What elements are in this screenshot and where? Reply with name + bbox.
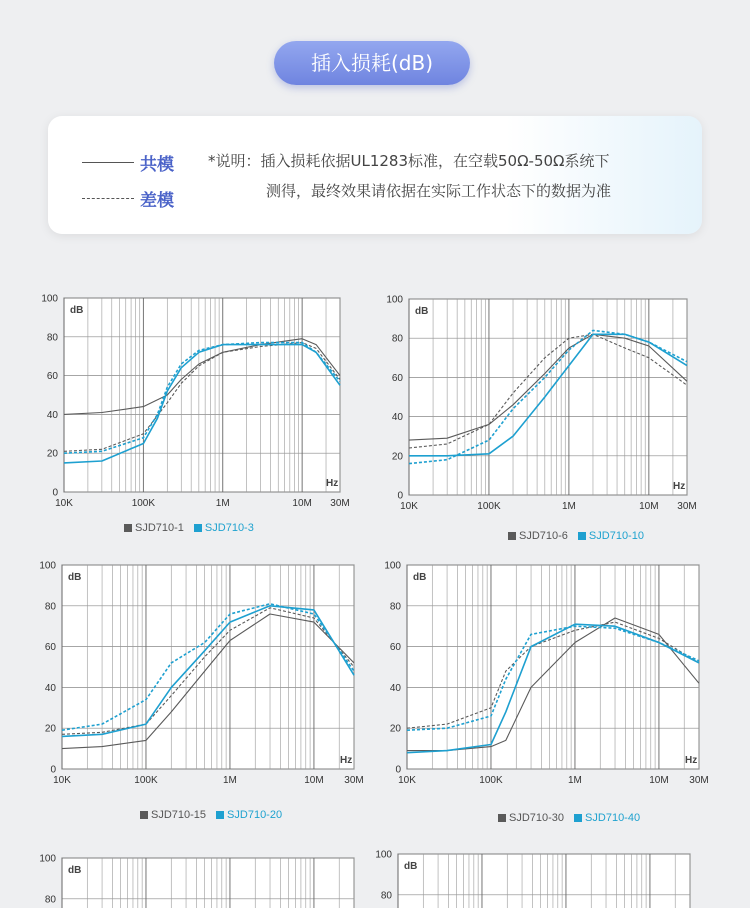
- y-tick-label: 0: [395, 764, 401, 776]
- y-tick-label: 100: [39, 853, 56, 865]
- legend-differential: [82, 186, 174, 211]
- y-tick-label: 40: [44, 682, 56, 694]
- y-tick-label: 100: [39, 560, 56, 572]
- y-tick-label: 80: [389, 601, 401, 613]
- chart-panel-1: [30, 290, 350, 515]
- x-tick-label: 10K: [53, 775, 71, 786]
- x-unit-label: Hz: [340, 755, 353, 766]
- note-card: [48, 116, 702, 234]
- x-tick-label: 10K: [55, 498, 73, 509]
- chart-panel-2: [375, 290, 705, 515]
- y-tick-label: 40: [391, 412, 403, 424]
- x-tick-label: 10K: [398, 775, 416, 786]
- y-tick-label: 60: [389, 642, 401, 654]
- legend-swatch: [498, 814, 506, 822]
- x-tick-label: 10K: [400, 501, 418, 512]
- y-tick-label: 100: [386, 294, 403, 306]
- y-tick-label: 0: [397, 490, 403, 502]
- chart-panel-5: [30, 848, 360, 908]
- y-tick-label: 60: [46, 371, 58, 383]
- y-tick-label: 0: [50, 764, 56, 776]
- legend-label: SJD710-3: [204, 522, 254, 534]
- x-tick-label: 1M: [568, 775, 582, 786]
- y-tick-label: 80: [44, 601, 56, 613]
- y-tick-label: 40: [46, 409, 58, 421]
- y-unit-label: dB: [68, 572, 82, 583]
- legend-swatch: [194, 524, 202, 532]
- legend-label: SJD710-40: [585, 812, 641, 824]
- page-title: 插入损耗(dB): [274, 41, 470, 85]
- legend-swatch: [216, 811, 224, 819]
- y-tick-label: 60: [44, 642, 56, 654]
- legend-swatch: [508, 532, 516, 540]
- legend-label: SJD710-1: [135, 522, 184, 534]
- legend-label: SJD710-20: [227, 809, 283, 821]
- x-tick-label: 1M: [215, 498, 230, 509]
- x-unit-label: Hz: [673, 481, 686, 492]
- legend-diff-label: 差模: [140, 191, 174, 211]
- note-text: [208, 146, 688, 206]
- legend-label: SJD710-10: [588, 530, 644, 542]
- x-tick-label: 100K: [131, 498, 156, 509]
- dashed-line-icon: [82, 198, 134, 199]
- legend-common-label: 共模: [140, 155, 174, 175]
- legend-common: [82, 150, 174, 175]
- note-line-2: 测得，最终效果请依据在实际工作状态下的数据为准: [266, 182, 612, 200]
- y-tick-label: 80: [44, 894, 56, 906]
- y-unit-label: dB: [68, 865, 82, 876]
- x-tick-label: 10M: [639, 501, 659, 512]
- x-tick-label: 10M: [304, 775, 324, 786]
- y-unit-label: dB: [415, 306, 429, 317]
- y-tick-label: 100: [375, 849, 392, 861]
- chart-panel-3: [30, 557, 364, 789]
- chart-legend-3: [140, 809, 282, 821]
- x-tick-label: 1M: [223, 775, 237, 786]
- legend-swatch: [140, 811, 148, 819]
- y-tick-label: 100: [384, 560, 401, 572]
- x-tick-label: 30M: [344, 775, 364, 786]
- y-tick-label: 0: [52, 487, 58, 499]
- x-tick-label: 100K: [134, 775, 158, 786]
- y-tick-label: 20: [46, 448, 58, 460]
- y-tick-label: 40: [389, 682, 401, 694]
- x-tick-label: 30M: [689, 775, 709, 786]
- x-tick-label: 30M: [677, 501, 697, 512]
- y-tick-label: 80: [391, 333, 403, 345]
- y-unit-label: dB: [413, 572, 427, 583]
- legend-label: SJD710-15: [151, 809, 207, 821]
- y-tick-label: 20: [391, 451, 403, 463]
- y-unit-label: dB: [70, 305, 84, 316]
- x-tick-label: 10M: [649, 775, 669, 786]
- x-tick-label: 100K: [479, 775, 503, 786]
- chart-legend-4: [498, 812, 640, 824]
- x-tick-label: 1M: [561, 501, 576, 512]
- legend-swatch: [124, 524, 132, 532]
- legend-swatch: [574, 814, 582, 822]
- x-unit-label: Hz: [326, 478, 339, 489]
- chart-legend-2: [508, 530, 644, 542]
- solid-line-icon: [82, 162, 134, 163]
- note-line-1: *说明：插入损耗依据UL1283标准，在空载50Ω-50Ω系统下: [208, 152, 610, 170]
- x-unit-label: Hz: [685, 755, 698, 766]
- legend-label: SJD710-6: [519, 530, 568, 542]
- y-tick-label: 100: [41, 293, 58, 305]
- chart-panel-4: [375, 557, 709, 789]
- y-tick-label: 20: [389, 723, 401, 735]
- y-tick-label: 60: [391, 372, 403, 384]
- y-tick-label: 80: [380, 890, 392, 902]
- x-tick-label: 30M: [330, 498, 350, 509]
- chart-panel-6: [368, 848, 708, 908]
- legend-label: SJD710-30: [509, 812, 565, 824]
- legend-swatch: [578, 532, 586, 540]
- x-tick-label: 100K: [477, 501, 501, 512]
- chart-legend-1: [124, 522, 254, 534]
- y-tick-label: 20: [44, 723, 56, 735]
- y-tick-label: 80: [46, 332, 58, 344]
- x-tick-label: 10M: [292, 498, 312, 509]
- y-unit-label: dB: [404, 861, 418, 872]
